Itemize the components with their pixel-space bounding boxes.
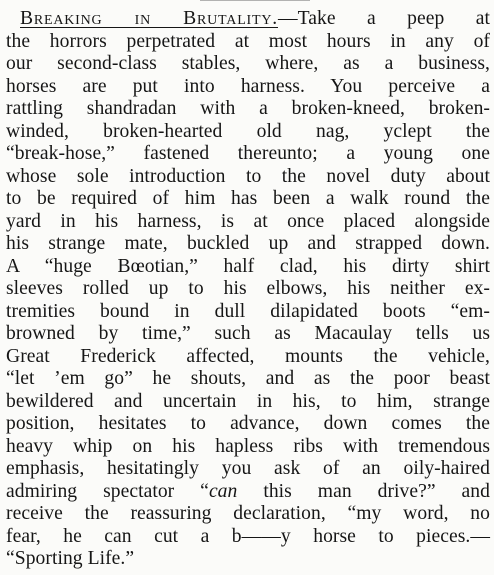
article-line: yard in his harness, is at once placed alongside <box>6 210 490 232</box>
emphasized-word: can <box>208 480 238 502</box>
article-line-text: admiring spectator “ <box>6 480 209 502</box>
article-line: emphasis, hesitatingly you ask of an oily-haired <box>6 458 490 479</box>
article-line: whose sole introduction to the novel duty about <box>6 165 490 187</box>
article-line: tremities bound in dull dilapidated boots “em- <box>6 300 490 322</box>
article-line: “let ’em go” he shouts, and as the poor beast <box>6 368 490 389</box>
article-source-credit: “Sporting Life.” <box>6 548 135 569</box>
article-line: browned by time,” such as Macaulay tells us <box>6 323 490 344</box>
article-line: receive the reassuring declaration, “my word, no <box>6 503 490 524</box>
article-line: his strange mate, buckled up and strapped down. <box>6 233 490 254</box>
column-rule <box>200 0 310 5</box>
article-line-text: this man drive?” and <box>237 480 490 502</box>
article-line: heavy whip on his hapless ribs with tremendous <box>6 435 490 457</box>
article-body <box>6 8 490 571</box>
article-line-text: —Take a peep at <box>277 8 490 29</box>
article-line: winded, broken-hearted old nag, yclept the <box>6 120 490 142</box>
article-line: the horrors perpetrated at most hours in any of <box>6 30 490 52</box>
article-line: Great Frederick affected, mounts the vehicle, <box>6 345 490 367</box>
article-line: sleeves rolled up to his elbows, his neither ex- <box>6 278 490 299</box>
article-line: our second-class stables, where, as a business, <box>6 53 490 74</box>
article-line: horses are put into harness. You perceive a <box>6 75 490 97</box>
article-line <box>6 481 490 504</box>
article-line: to be required of him has been a walk round the <box>6 188 490 209</box>
article-line: A “huge Bœotian,” half clad, his dirty shirt <box>6 255 490 277</box>
article-line <box>6 8 490 31</box>
article-line: rattling shandradan with a broken-kneed, broken- <box>6 98 490 119</box>
article-line: bewildered and uncertain in his, to him, strange <box>6 390 490 412</box>
article-headline: Breaking in Brutality. <box>20 8 278 29</box>
article-line: “break-hose,” fastened thereunto; a young one <box>6 143 490 164</box>
article-line: fear, he can cut a b——y horse to pieces.— <box>6 525 490 547</box>
article-line: position, hesitates to advance, down comes the <box>6 413 490 434</box>
